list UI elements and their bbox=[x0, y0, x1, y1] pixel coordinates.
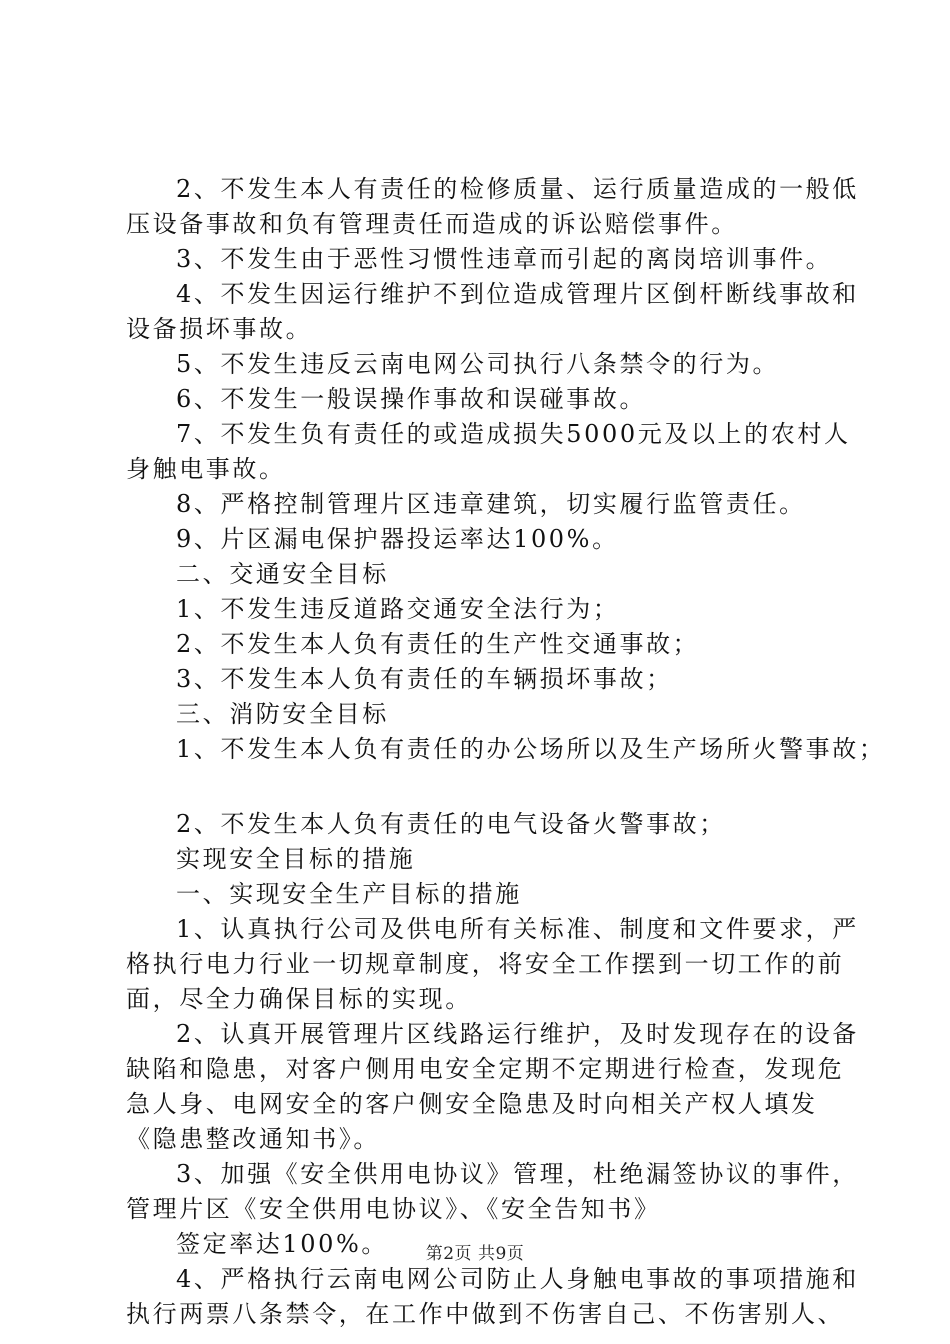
paragraph-line: 1、不发生本人负有责任的办公场所以及生产场所火警事故； bbox=[176, 735, 886, 763]
paragraph-line: 3、加强《安全供用电协议》管理，杜绝漏签协议的事件， bbox=[176, 1160, 859, 1188]
paragraph-line: 2、不发生本人负有责任的生产性交通事故； bbox=[176, 630, 700, 658]
paragraph-line: 7、不发生负有责任的或造成损失5000元及以上的农村人 bbox=[176, 420, 851, 448]
document-body bbox=[126, 172, 886, 1332]
blank-line bbox=[126, 767, 841, 807]
paragraph-line: 压设备事故和负有管理责任而造成的诉讼赔偿事件。 bbox=[126, 210, 738, 238]
paragraph-line: 2、不发生本人有责任的检修质量、运行质量造成的一般低 bbox=[176, 175, 859, 203]
paragraph-line: 执行两票八条禁令，在工作中做到不伤害自己、不伤害别人、 bbox=[126, 1300, 845, 1328]
paragraph-line: 缺陷和隐患，对客户侧用电安全定期不定期进行检查，发现危 bbox=[126, 1055, 845, 1083]
paragraph-line: 3、不发生本人负有责任的车辆损坏事故； bbox=[176, 665, 673, 693]
paragraph-line: 签定率达100%。 bbox=[176, 1230, 389, 1258]
paragraph-line: 1、认真执行公司及供电所有关标准、制度和文件要求，严 bbox=[176, 915, 859, 943]
paragraph-line: 身触电事故。 bbox=[126, 455, 286, 483]
section-heading: 三、消防安全目标 bbox=[176, 700, 389, 728]
paragraph-line: 急人身、电网安全的客户侧安全隐患及时向相关产权人填发 bbox=[126, 1090, 818, 1118]
paragraph-line: 4、不发生因运行维护不到位造成管理片区倒杆断线事故和 bbox=[176, 280, 859, 308]
paragraph-line: 9、片区漏电保护器投运率达100%。 bbox=[176, 525, 619, 553]
paragraph-line: 8、严格控制管理片区违章建筑，切实履行监管责任。 bbox=[176, 490, 806, 518]
paragraph-line: 《隐患整改通知书》。 bbox=[126, 1125, 380, 1153]
paragraph-line: 管理片区《安全供用电协议》、《安全告知书》 bbox=[126, 1195, 661, 1223]
paragraph-line: 2、不发生本人负有责任的电气设备火警事故； bbox=[176, 810, 726, 838]
paragraph-line: 1、不发生违反道路交通安全法行为； bbox=[176, 595, 620, 623]
paragraph-line: 设备损坏事故。 bbox=[126, 315, 313, 343]
page-number-footer: 第2页 共9页 bbox=[425, 1244, 525, 1264]
section-heading: 实现安全目标的措施 bbox=[176, 845, 416, 873]
paragraph-line: 2、认真开展管理片区线路运行维护，及时发现存在的设备 bbox=[176, 1020, 859, 1048]
section-heading: 二、交通安全目标 bbox=[176, 560, 389, 588]
paragraph-line: 5、不发生违反云南电网公司执行八条禁令的行为。 bbox=[176, 350, 780, 378]
paragraph-line: 面，尽全力确保目标的实现。 bbox=[126, 985, 472, 1013]
paragraph-line: 4、严格执行云南电网公司防止人身触电事故的事项措施和 bbox=[176, 1265, 859, 1293]
paragraph-line: 3、不发生由于恶性习惯性违章而引起的离岗培训事件。 bbox=[176, 245, 833, 273]
section-heading: 一、实现安全生产目标的措施 bbox=[176, 880, 522, 908]
paragraph-line: 格执行电力行业一切规章制度，将安全工作摆到一切工作的前 bbox=[126, 950, 845, 978]
paragraph-line: 6、不发生一般误操作事故和误碰事故。 bbox=[176, 385, 647, 413]
